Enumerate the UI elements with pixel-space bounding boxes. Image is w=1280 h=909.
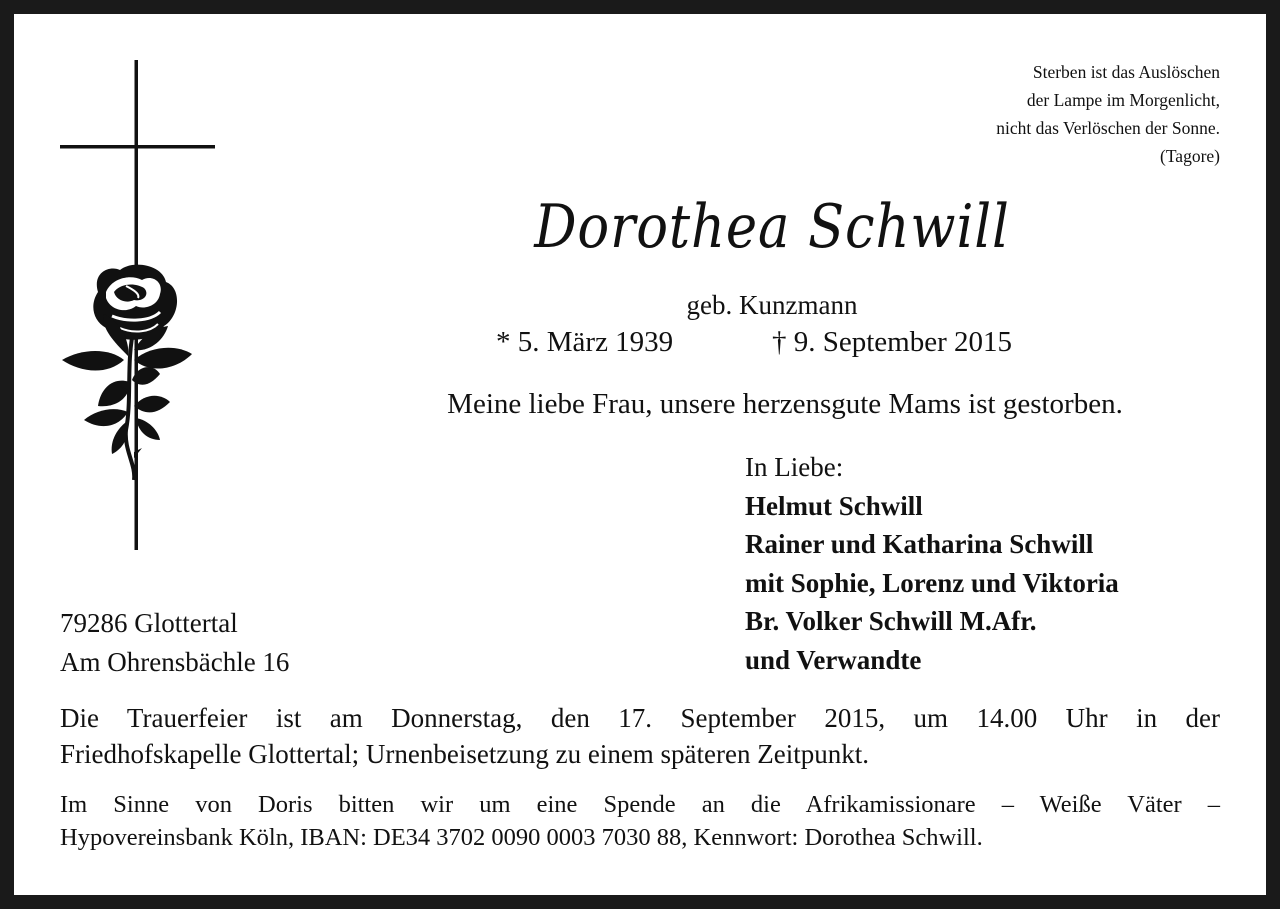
address-street: Am Ohrensbächle 16	[60, 647, 290, 677]
donation-line: Hypovereinsbank Köln, IBAN: DE34 3702 0090 0003 7030 88, Kennwort: Dorothea Schwill.	[60, 824, 983, 851]
address-city: 79286 Glottertal	[60, 608, 238, 638]
mourner-name: und Verwandte	[745, 644, 922, 675]
obituary-card	[14, 14, 1266, 895]
mourner-name: Rainer und Katharina Schwill	[745, 529, 1094, 559]
family-address	[60, 604, 289, 682]
quote-line: Sterben ist das Auslöschen	[1032, 62, 1220, 82]
service-line: Die Trauerfeier ist am Donnerstag, den 17. September 2015, um 14.00 Uhr in der	[60, 703, 1220, 733]
donation-info	[60, 788, 1220, 854]
deceased-name: Dorothea Schwill	[534, 192, 1010, 262]
birth-date: * 5. März 1939	[496, 326, 674, 358]
mourners-list	[745, 448, 1119, 679]
funeral-service-info	[60, 700, 1220, 772]
mourner-name: Br. Volker Schwill M.Afr.	[745, 606, 1037, 636]
mourner-name: mit Sophie, Lorenz und Viktoria	[745, 567, 1119, 598]
signoff-intro: In Liebe:	[745, 452, 844, 482]
quote-line: der Lampe im Morgenlicht,	[1026, 90, 1220, 110]
quote-author: (Tagore)	[1160, 146, 1220, 166]
service-line: Friedhofskapelle Glottertal; Urnenbeisetzung zu einem späteren Zeitpunkt.	[60, 739, 869, 769]
tagore-quote	[996, 58, 1220, 170]
maiden-name: geb. Kunzmann	[686, 290, 858, 320]
announcement-message: Meine liebe Frau, unsere herzensgute Mams ist gestorben.	[447, 388, 1123, 420]
donation-line: Im Sinne von Doris bitten wir um eine Spende an die Afrikamissionare – Weiße Väter –	[60, 791, 1220, 818]
death-date: † 9. September 2015	[772, 326, 1013, 358]
mourner-name: Helmut Schwill	[745, 490, 923, 521]
quote-line: nicht das Verlöschen der Sonne.	[996, 118, 1220, 138]
